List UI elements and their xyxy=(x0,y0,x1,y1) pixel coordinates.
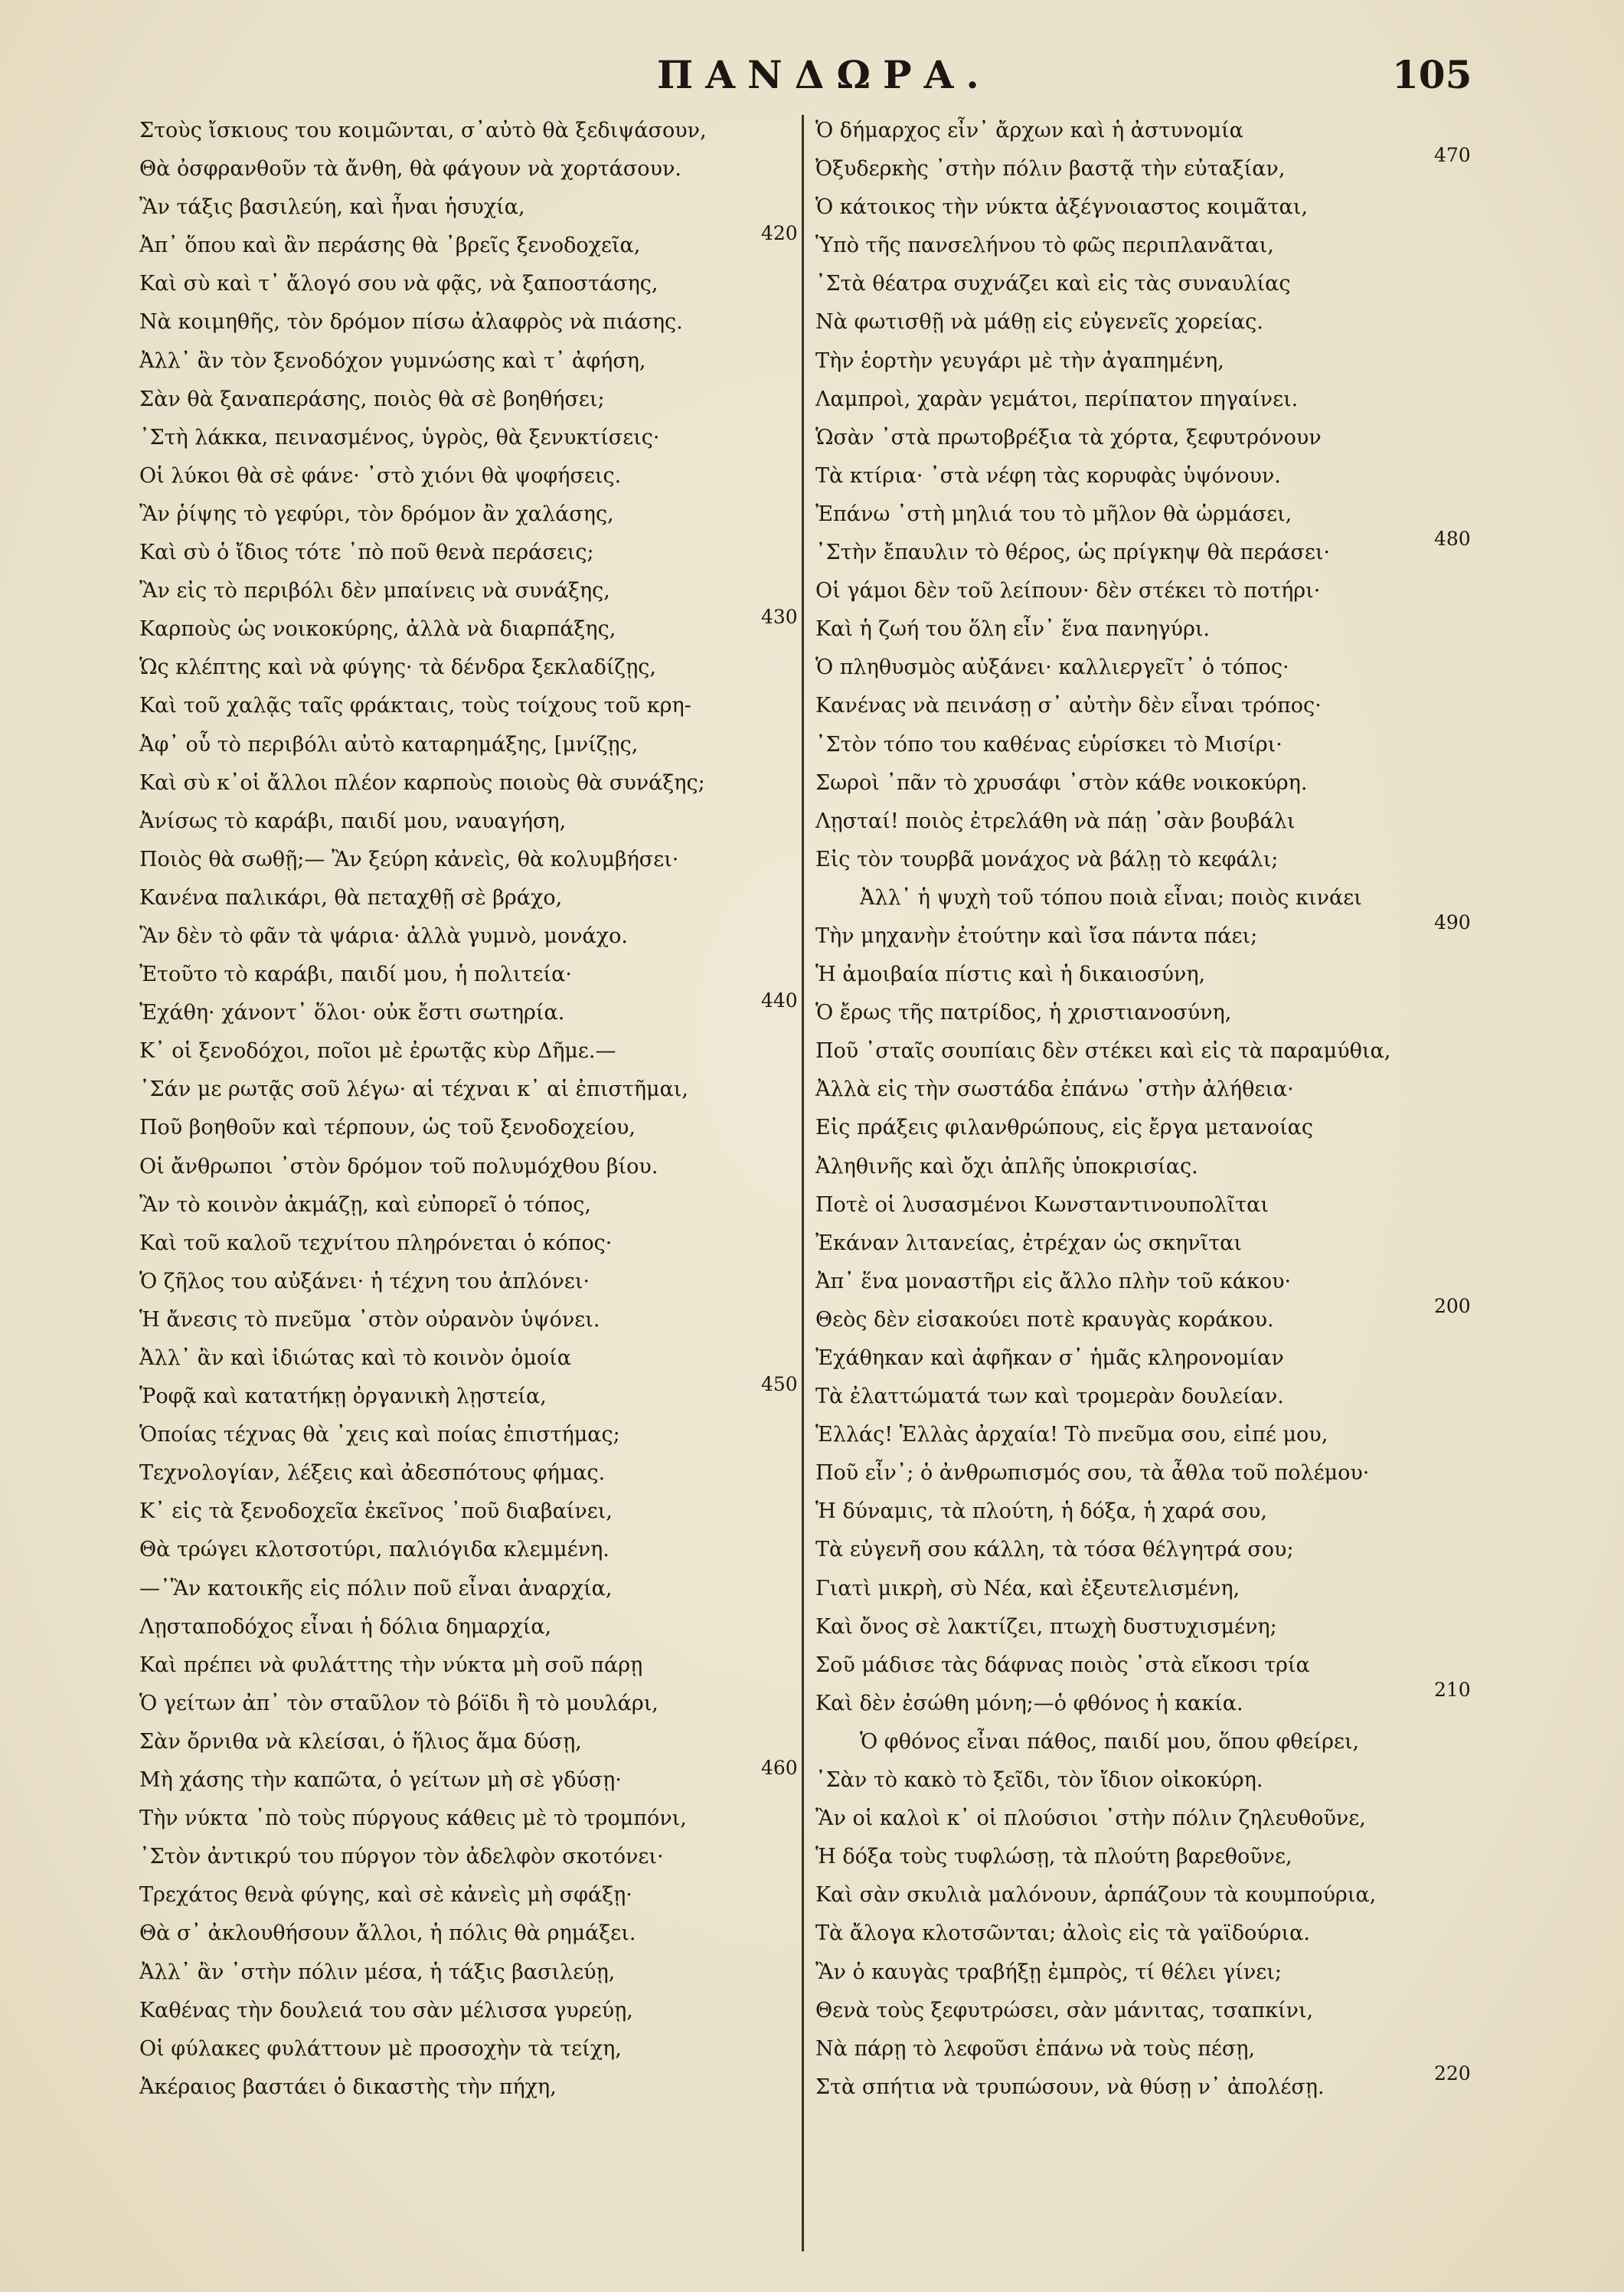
verse-text: Ἡ ἀμοιβαία πίστις καὶ ἡ δικαιοσύνη, xyxy=(815,963,1206,987)
verse-line xyxy=(139,1838,859,1876)
verse-line xyxy=(815,1224,1497,1263)
verse-line xyxy=(139,495,859,534)
verse-line xyxy=(815,1454,1497,1493)
verse-line xyxy=(139,1301,859,1339)
verse-text: ᾽Στὸν τόπο του καθένας εὑρίσκει τὸ Μισίρι· xyxy=(815,732,1283,757)
line-number: 480 xyxy=(1434,528,1471,551)
verse-line xyxy=(815,188,1497,227)
verse-line xyxy=(815,1109,1497,1147)
verse-line xyxy=(139,150,859,188)
verse-line xyxy=(815,610,1497,649)
verse-text: Ἀκέραιος βαστάει ὁ δικαστὴς τὴν πήχη, xyxy=(139,2075,557,2099)
verse-text: Οἱ ἄνθρωποι ᾽στὸν δρόμον τοῦ πολυμόχθου βίου. xyxy=(139,1154,658,1179)
running-head-title: ΠΑΝΔΩΡΑ. xyxy=(657,52,992,97)
verse-text: Οἱ γάμοι δὲν τοῦ λείπουν· δὲν στέκει τὸ ποτήρι· xyxy=(815,579,1321,603)
verse-line xyxy=(815,649,1497,687)
verse-text: Ποῦ βοηθοῦν καὶ τέρπουν, ὡς τοῦ ξενοδοχείου, xyxy=(139,1116,636,1140)
verse-text: Ἐπάνω ᾽στὴ μηλιά του τὸ μῆλον θὰ ὡρμάσει, xyxy=(815,502,1292,526)
verse-text: Ὁ δήμαρχος εἶν᾽ ἄρχων καὶ ἡ ἀστυνομία xyxy=(815,119,1243,142)
line-number: 430 xyxy=(761,606,798,629)
line-number: 210 xyxy=(1434,1678,1471,1701)
verse-text: Καὶ ἡ ζωή του ὅλη εἶν᾽ ἕνα πανηγύρι. xyxy=(815,617,1211,642)
verse-line xyxy=(815,911,1497,956)
verse-line xyxy=(815,1914,1497,1953)
verse-line xyxy=(815,879,1497,917)
verse-text: ᾽Στὴν ἔπαυλιν τὸ θέρος, ὡς πρίγκηψ θὰ περάσει· xyxy=(815,541,1331,565)
verse-text: Ἐχάθη· χάνοντ᾽ ὅλοι· οὐκ ἔστι σωτηρία. xyxy=(139,1001,565,1025)
verse-text: Τεχνολογίαν, λέξεις καὶ ἀδεσπότους φήμας. xyxy=(139,1461,606,1486)
verse-text: Τὴν νύκτα ᾽πὸ τοὺς πύργους κάθεις μὲ τὸ τρομπόνι, xyxy=(139,1806,687,1831)
verse-text: Ὁ φθόνος εἶναι πάθος, παιδί μου, ὅπου φθείρει, xyxy=(860,1729,1360,1754)
line-number: 490 xyxy=(1434,911,1471,933)
verse-text: Καὶ τοῦ καλοῦ τεχνίτου πληρόνεται ὁ κόπος· xyxy=(139,1231,613,1255)
line-number: 220 xyxy=(1434,2061,1471,2084)
line-number: 200 xyxy=(1434,1294,1471,1317)
verse-text: Καθένας τὴν δουλειά του σὰν μέλισσα γυρεύῃ, xyxy=(139,1998,633,2022)
verse-text: Τὰ κτίρια· ᾽στὰ νέφη τὰς κορυφὰς ὑψόνουν. xyxy=(815,463,1281,488)
verse-line xyxy=(139,572,859,610)
verse-line xyxy=(815,1378,1497,1416)
verse-line xyxy=(139,419,859,457)
verse-text: Ἀλλ᾽ ἂν καὶ ἰδιώτας καὶ τὸ κοινὸν ὁμοία xyxy=(139,1346,571,1370)
verse-text: Ἂν οἱ καλοὶ κ᾽ οἱ πλούσιοι ᾽στὴν πόλιν ζηλευθοῦνε, xyxy=(815,1806,1366,1831)
verse-text: Καὶ σὺ κ᾽οἱ ἄλλοι πλέον καρποὺς ποιοὺς θὰ συνάξης; xyxy=(139,770,705,795)
verse-line xyxy=(139,2030,859,2068)
verse-line xyxy=(139,1954,859,1992)
verse-text: Λῃσταποδόχος εἶναι ἡ δόλια δημαρχία, xyxy=(139,1614,552,1639)
verse-line xyxy=(815,381,1497,419)
verse-text: Ἂν εἰς τὸ περιβόλι δὲν μπαίνεις νὰ συνάξης, xyxy=(139,579,610,603)
verse-text: Τὰ ἐλαττώματά των καὶ τρομερὰν δουλείαν. xyxy=(815,1385,1284,1409)
verse-text: Ὑπὸ τῆς πανσελήνου τὸ φῶς περιπλανᾶται, xyxy=(815,234,1274,258)
verse-text: Ἀλλ᾽ ἡ ψυχὴ τοῦ τόπου ποιὰ εἶναι; ποιὸς κινάει xyxy=(860,885,1362,910)
verse-text: Θὰ σ᾽ ἀκλουθήσουν ἄλλοι, ἡ πόλις θὰ ρημάξει. xyxy=(139,1921,636,1946)
verse-line xyxy=(139,956,859,994)
verse-line xyxy=(815,1071,1497,1109)
verse-line xyxy=(815,841,1497,879)
line-number: 440 xyxy=(761,989,798,1012)
verse-text: Ποῦ εἶν᾽; ὁ ἀνθρωπισμός σου, τὰ ἆθλα τοῦ πολέμου· xyxy=(815,1461,1370,1486)
verse-text: Ῥοφᾷ καὶ κατατήκῃ ὀργανικὴ λῃστεία, xyxy=(139,1385,547,1409)
verse-text: Κανένας νὰ πεινάσῃ σ᾽ αὐτὴν δὲν εἶναι τρόπος· xyxy=(815,694,1322,718)
verse-text: Εἰς τὸν τουρβᾶ μονάχος νὰ βάλῃ τὸ κεφάλι; xyxy=(815,847,1279,871)
verse-line xyxy=(815,1954,1497,1992)
verse-text: Ἀνίσως τὸ καράβι, παιδί μου, ναυαγήση, xyxy=(139,809,567,833)
verse-line xyxy=(815,1186,1497,1224)
verse-line xyxy=(815,1493,1497,1531)
verse-line xyxy=(815,1032,1497,1071)
verse-text: Κανένα παλικάρι, θὰ πεταχθῇ σὲ βράχο, xyxy=(139,885,563,910)
verse-line xyxy=(815,227,1497,265)
verse-line xyxy=(139,841,859,879)
verse-text: Ἐτοῦτο τὸ καράβι, παιδί μου, ἡ πολιτεία· xyxy=(139,963,572,987)
verse-text: Ἀληθινῆς καὶ ὄχι ἀπλῆς ὑποκρισίας. xyxy=(815,1154,1198,1179)
verse-text: Σὰν θὰ ξαναπεράσης, ποιὸς θὰ σὲ βοηθήσει; xyxy=(139,387,605,411)
verse-line xyxy=(815,1263,1497,1301)
verse-text: Ἑλλάς! Ἑλλὰς ἀρχαία! Τὸ πνεῦμα σου, εἰπέ μου, xyxy=(815,1423,1328,1447)
verse-line xyxy=(139,726,859,764)
verse-text: Καὶ τοῦ χαλᾷς ταῖς φράκταις, τοὺς τοίχους τοῦ κρη- xyxy=(139,694,691,718)
verse-line xyxy=(139,1876,859,1914)
verse-line xyxy=(139,112,859,150)
verse-line xyxy=(815,687,1497,725)
verse-text: Ἂν ὁ καυγὰς τραβήξῃ ἐμπρὸς, τί θέλει γίνει; xyxy=(815,1960,1282,1984)
left-column xyxy=(139,112,859,2107)
verse-text: Τὰ ἄλογα κλοτσῶνται; ἀλοὶς εἰς τὰ γαϊδούρια. xyxy=(815,1921,1310,1946)
verse-line xyxy=(139,803,859,841)
verse-line xyxy=(139,381,859,419)
verse-text: Ἀλλ᾽ ἂν τὸν ξενοδόχον γυμνώσης καὶ τ᾽ ἀφήση, xyxy=(139,348,646,373)
verse-text: Στὰ σπήτια νὰ τρυπώσουν, νὰ θύσῃ ν᾽ ἀπολέσῃ. xyxy=(815,2075,1325,2099)
verse-line xyxy=(139,1757,859,1800)
verse-text: Ἀλλὰ εἰς τὴν σωστάδα ἐπάνω ᾽στὴν ἀλήθεια· xyxy=(815,1077,1294,1102)
verse-text: Ἂν δὲν τὸ φᾶν τὰ ψάρια· ἀλλὰ γυμνὸ, μονάχο. xyxy=(139,924,628,948)
verse-text: Ἂν τάξις βασιλεύη, καὶ ἦναι ἡσυχία, xyxy=(139,195,525,220)
verse-text: ᾽Σάν με ρωτᾷς σοῦ λέγω· αἱ τέχναι κ᾽ αἱ ἐπιστῆμαι, xyxy=(139,1077,688,1102)
verse-text: Ὡσὰν ᾽στὰ πρωτοβρέξια τὰ χόρτα, ξεφυτρόνουν xyxy=(815,425,1322,450)
verse-line xyxy=(139,764,859,803)
verse-line xyxy=(139,342,859,381)
verse-text: Ἂν τὸ κοινὸν ἀκμάζῃ, καὶ εὐπορεῖ ὁ τόπος, xyxy=(139,1192,591,1217)
page-number: 105 xyxy=(1392,52,1472,97)
verse-text: Θὰ ὀσφρανθοῦν τὰ ἄνθη, θὰ φάγουν νὰ χορτάσουν. xyxy=(139,157,681,181)
verse-line xyxy=(815,1608,1497,1646)
verse-line xyxy=(139,1032,859,1071)
verse-text: Καὶ ὄνος σὲ λακτίζει, πτωχὴ δυστυχισμένη; xyxy=(815,1614,1277,1639)
verse-line xyxy=(815,342,1497,381)
verse-line xyxy=(815,2061,1497,2107)
verse-line xyxy=(139,188,859,227)
verse-line xyxy=(815,1294,1497,1339)
verse-text: —᾽Ἂν κατοικῆς εἰς πόλιν ποῦ εἶναι ἀναρχία, xyxy=(139,1576,613,1600)
verse-line xyxy=(815,994,1497,1032)
verse-text: Θὰ τρώγει κλοτσοτύρι, παλιόγιδα κλεμμένη. xyxy=(139,1538,609,1562)
verse-line xyxy=(139,1570,859,1608)
verse-line xyxy=(815,1531,1497,1569)
verse-line xyxy=(139,303,859,342)
verse-line xyxy=(815,803,1497,841)
verse-line xyxy=(815,1339,1497,1378)
line-number: 450 xyxy=(761,1373,798,1396)
verse-line xyxy=(139,1992,859,2030)
verse-text: Σοῦ μάδισε τὰς δάφνας ποιὸς ᾽στὰ εἴκοσι τρία xyxy=(815,1653,1310,1677)
verse-text: Ὁ πληθυσμὸς αὐξάνει· καλλιεργεῖτ᾽ ὁ τόπος· xyxy=(815,656,1289,680)
verse-text: Νὰ φωτισθῇ νὰ μάθῃ εἰς εὐγενεῖς χορείας. xyxy=(815,310,1263,335)
verse-text: ᾽Στὴ λάκκα, πεινασμένος, ὑγρὸς, θὰ ξενυκτίσεις· xyxy=(139,425,660,450)
verse-text: Σὰν ὄρνιθα νὰ κλείσαι, ὁ ἥλιος ἅμα δύσῃ, xyxy=(139,1729,582,1754)
verse-text: Θεὸς δὲν εἰσακούει ποτὲ κραυγὰς κοράκου. xyxy=(815,1307,1274,1332)
verse-line xyxy=(139,1800,859,1838)
verse-text: Ὁ κάτοικος τὴν νύκτα ἀξέγνοιαστος κοιμᾶται, xyxy=(815,195,1308,220)
verse-line xyxy=(139,265,859,303)
verse-text: Νὰ κοιμηθῆς, τὸν δρόμον πίσω ἀλαφρὸς νὰ πιάσης. xyxy=(139,310,683,335)
verse-line xyxy=(139,606,859,649)
verse-text: Νὰ πάρῃ τὸ λεφοῦσι ἐπάνω νὰ τοὺς πέσῃ, xyxy=(815,2036,1256,2061)
verse-text: Ποτὲ οἱ λυσασμένοι Κωνσταντινουπολῖται xyxy=(815,1192,1269,1217)
verse-text: Εἰς πράξεις φιλανθρώπους, εἰς ἔργα μετανοίας xyxy=(815,1116,1314,1140)
verse-line xyxy=(815,303,1497,342)
line-number: 470 xyxy=(1434,144,1471,167)
verse-text: Ὁ ζῆλος του αὐξάνει· ἡ τέχνη του ἁπλόνει· xyxy=(139,1269,590,1293)
verse-line xyxy=(815,1570,1497,1608)
verse-line xyxy=(815,1646,1497,1685)
verse-text: Ἀπ᾽ ὅπου καὶ ἂν περάσης θὰ ᾽βρεῖς ξενοδοχεῖα, xyxy=(139,234,641,258)
verse-line xyxy=(815,1678,1497,1723)
verse-line xyxy=(139,1454,859,1493)
line-number: 460 xyxy=(761,1757,798,1780)
verse-text: Καὶ σὰν σκυλιὰ μαλόνουν, ἁρπάζουν τὰ κουμπούρια, xyxy=(815,1883,1377,1908)
verse-line xyxy=(815,1761,1497,1800)
line-number: 420 xyxy=(761,222,798,245)
verse-text: Ὁ ἔρως τῆς πατρίδος, ἡ χριστιανοσύνη, xyxy=(815,1001,1232,1025)
verse-line xyxy=(139,649,859,687)
verse-text: Καρποὺς ὡς νοικοκύρης, ἀλλὰ νὰ διαρπάξης, xyxy=(139,617,616,642)
verse-line xyxy=(815,419,1497,457)
verse-line xyxy=(815,1723,1497,1761)
verse-line xyxy=(815,1148,1497,1186)
verse-text: ᾽Σὰν τὸ κακὸ τὸ ξεῖδι, τὸν ἴδιον οἰκοκύρη. xyxy=(815,1768,1263,1793)
verse-line xyxy=(139,1416,859,1454)
verse-line xyxy=(815,956,1497,994)
verse-text: Στοὺς ἴσκιους του κοιμῶνται, σ᾽αὐτὸ θὰ ξεδιψάσουν, xyxy=(139,119,707,142)
verse-text: Ἐκάναν λιτανείας, ἐτρέχαν ὡς σκηνῖται xyxy=(815,1231,1242,1255)
verse-text: Ἀφ᾽ οὗ τὸ περιβόλι αὐτὸ καταρημάξης, [μνίζῃς, xyxy=(139,732,639,757)
verse-line xyxy=(139,1373,859,1416)
verse-text: Λαμπροὶ, χαρὰν γεμάτοι, περίπατον πηγαίνει. xyxy=(815,387,1299,411)
verse-line xyxy=(139,1186,859,1224)
verse-text: Τὴν ἑορτὴν γευγάρι μὲ τὴν ἀγαπημένη, xyxy=(815,348,1224,373)
verse-line xyxy=(815,764,1497,803)
verse-line xyxy=(139,1646,859,1685)
verse-line xyxy=(139,1263,859,1301)
verse-line xyxy=(139,989,859,1032)
verse-line xyxy=(815,1416,1497,1454)
verse-line xyxy=(139,1224,859,1263)
verse-line xyxy=(815,528,1497,572)
verse-text: Ἡ δόξα τοὺς τυφλώσῃ, τὰ πλούτη βαρεθοῦνε, xyxy=(815,1845,1292,1869)
verse-line xyxy=(139,1608,859,1646)
verse-text: Καὶ σὺ ὁ ἴδιος τότε ᾽πὸ ποῦ θενὰ περάσεις; xyxy=(139,541,594,565)
column-divider xyxy=(802,115,804,2251)
verse-line xyxy=(139,879,859,917)
verse-text: Καὶ πρέπει νὰ φυλάττης τὴν νύκτα μὴ σοῦ πάρῃ xyxy=(139,1653,643,1677)
verse-line xyxy=(815,112,1497,150)
verse-line xyxy=(815,265,1497,303)
verse-line xyxy=(139,1148,859,1186)
verse-line xyxy=(815,572,1497,610)
verse-line xyxy=(139,1685,859,1723)
verse-text: Οἱ φύλακες φυλάττουν μὲ προσοχὴν τὰ τείχη, xyxy=(139,2036,622,2061)
verse-text: Τὴν μηχανὴν ἐτούτην καὶ ἴσα πάντα πάει; xyxy=(815,924,1258,948)
verse-line xyxy=(139,917,859,956)
verse-text: Οἱ λύκοι θὰ σὲ φάνε· ᾽στὸ χιόνι θὰ ψοφήσεις. xyxy=(139,463,622,488)
verse-text: Γιατὶ μικρὴ, σὺ Νέα, καὶ ἐξευτελισμένη, xyxy=(815,1576,1240,1600)
verse-line xyxy=(139,534,859,572)
verse-line xyxy=(139,1531,859,1569)
verse-line xyxy=(139,457,859,495)
verse-text: Ἂν ῥίψης τὸ γεφύρι, τὸν δρόμον ἂν χαλάσης, xyxy=(139,502,614,526)
verse-text: Καὶ σὺ καὶ τ᾽ ἄλογό σου νὰ φᾷς, νὰ ξαποστάσης, xyxy=(139,272,658,296)
verse-text: Ἡ ἄνεσις τὸ πνεῦμα ᾽στὸν οὐρανὸν ὑψόνει. xyxy=(139,1307,600,1332)
verse-line xyxy=(139,1914,859,1953)
verse-line xyxy=(139,1109,859,1147)
verse-text: Σωροὶ ᾽πᾶν τὸ χρυσάφι ᾽στὸν κάθε νοικοκύρη. xyxy=(815,770,1308,795)
verse-text: Ὁ γείτων ἀπ᾽ τὸν σταῦλον τὸ βόϊδι ἢ τὸ μουλάρι, xyxy=(139,1691,658,1715)
verse-line xyxy=(139,1071,859,1109)
verse-text: Ὁποίας τέχνας θὰ ᾽χεις καὶ ποίας ἐπιστήμας; xyxy=(139,1423,620,1447)
verse-line xyxy=(815,1838,1497,1876)
verse-text: Ποιὸς θὰ σωθῇ;— Ἂν ξεύρη κἀνεὶς, θὰ κολυμβήσει· xyxy=(139,847,679,871)
verse-text: ᾽Στὸν ἀντικρύ του πύργον τὸν ἀδελφὸν σκοτόνει· xyxy=(139,1845,664,1869)
verse-text: Ἀλλ᾽ ἂν ᾽στὴν πόλιν μέσα, ἡ τάξις βασιλεύῃ, xyxy=(139,1960,616,1984)
verse-line xyxy=(139,1493,859,1531)
verse-text: Λῃσταί! ποιὸς ἐτρελάθη νὰ πάῃ ᾽σὰν βουβάλι xyxy=(815,809,1296,833)
verse-text: Τὰ εὐγενῆ σου κάλλη, τὰ τόσα θέλγητρά σου; xyxy=(815,1538,1294,1562)
verse-line xyxy=(139,2068,859,2107)
verse-line xyxy=(139,1339,859,1378)
verse-line xyxy=(815,1800,1497,1838)
verse-text: Ποῦ ᾽σταῖς σουπίαις δὲν στέκει καὶ εἰς τὰ παραμύθια, xyxy=(815,1039,1391,1064)
verse-line xyxy=(139,1723,859,1761)
verse-text: Ἐχάθηκαν καὶ ἀφῆκαν σ᾽ ἡμᾶς κληρονομίαν xyxy=(815,1346,1284,1370)
verse-line xyxy=(815,457,1497,495)
verse-text: Μὴ χάσης τὴν καπῶτα, ὁ γείτων μὴ σὲ γδύσῃ· xyxy=(139,1768,622,1793)
verse-line xyxy=(139,222,859,265)
verse-line xyxy=(139,687,859,725)
verse-text: Κ᾽ οἱ ξενοδόχοι, ποῖοι μὲ ἐρωτᾷς κὺρ Δῆμε.— xyxy=(139,1039,616,1064)
verse-text: Τρεχάτος θενὰ φύγης, καὶ σὲ κἀνεὶς μὴ σφάξῃ· xyxy=(139,1883,632,1908)
verse-text: ᾽Στὰ θέατρα συχνάζει καὶ εἰς τὰς συναυλίας xyxy=(815,272,1291,296)
verse-line xyxy=(815,495,1497,534)
verse-text: Ἡ δύναμις, τὰ πλούτη, ἡ δόξα, ἡ χαρά σου, xyxy=(815,1499,1267,1524)
verse-line xyxy=(815,726,1497,764)
verse-line xyxy=(815,144,1497,188)
right-column xyxy=(815,112,1497,2107)
verse-text: Καὶ δὲν ἐσώθη μόνη;—ὁ φθόνος ἡ κακία. xyxy=(815,1691,1243,1715)
verse-text: Θενὰ τοὺς ξεφυτρώσει, σὰν μάνιτας, τσαπκίνι, xyxy=(815,1998,1314,2022)
verse-line xyxy=(815,1992,1497,2030)
verse-text: Ὡς κλέπτης καὶ νὰ φύγης· τὰ δένδρα ξεκλαδίζῃς, xyxy=(139,656,656,680)
verse-text: Ὀξυδερκὴς ᾽στὴν πόλιν βαστᾷ τὴν εὐταξίαν, xyxy=(815,157,1286,181)
verse-text: Κ᾽ εἰς τὰ ξενοδοχεῖα ἐκεῖνος ᾽ποῦ διαβαίνει, xyxy=(139,1499,613,1524)
verse-line xyxy=(815,1876,1497,1914)
verse-line xyxy=(815,2030,1497,2068)
verse-text: Ἀπ᾽ ἕνα μοναστῆρι εἰς ἄλλο πλὴν τοῦ κάκου· xyxy=(815,1269,1292,1293)
